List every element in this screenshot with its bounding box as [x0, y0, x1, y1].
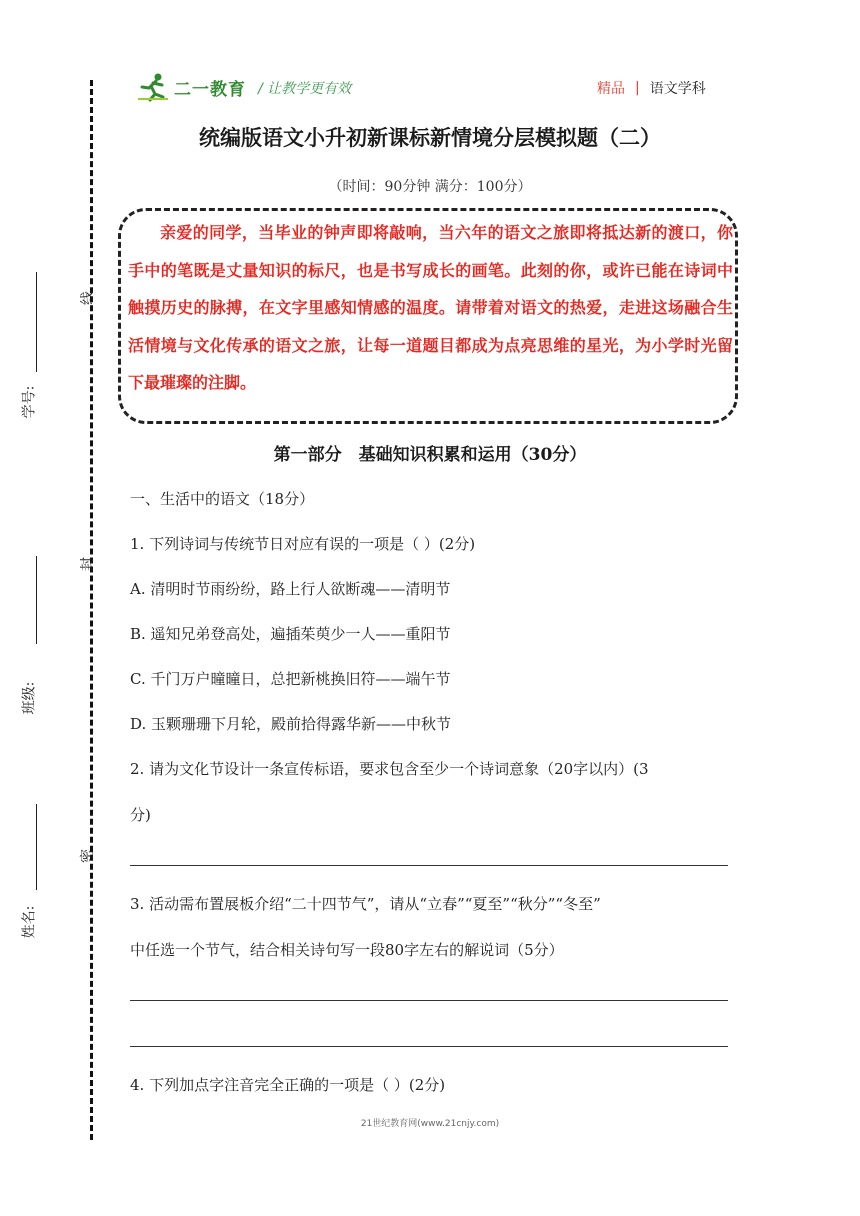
answer-line [130, 1046, 728, 1047]
student-id-line [36, 272, 37, 372]
part-title: 第一部分 基础知识积累和运用（30分） [273, 445, 587, 465]
question-3-line1: 3. 活动需布置展板介绍“二十四节气”，请从“立春”“夏至”“秋分”“冬至” [130, 895, 601, 913]
question-1-option-c: C. 千门万户曈曈日，总把新桃换旧符——端午节 [130, 670, 451, 688]
quality-badge: 精品 [597, 81, 625, 97]
question-1-option-b: B. 遥知兄弟登高处，遍插茱萸少一人——重阳节 [130, 625, 451, 643]
time-note: （时间：90分钟 满分：100分） [328, 179, 532, 195]
footer-source: 21世纪教育网(www.21cnjy.com) [360, 1119, 500, 1129]
name-label: 姓名: [21, 905, 38, 939]
class-label: 班级: [21, 681, 38, 715]
brand-slogan: / 让教学更有效 [258, 81, 352, 97]
bind-char-xian: 线 [80, 291, 96, 305]
question-1-option-a: A. 清明时节雨纷纷，路上行人欲断魂——清明节 [130, 580, 451, 598]
page-title: 统编版语文小升初新课标新情境分层模拟题（二） [199, 125, 661, 150]
brand-logo [136, 72, 246, 102]
name-line [36, 804, 37, 890]
class-line [36, 556, 37, 644]
question-1-stem: 1. 下列诗词与传统节日对应有误的一项是（ ）(2分) [130, 535, 476, 553]
answer-line [130, 865, 728, 866]
question-4-stem: 4. 下列加点字注音完全正确的一项是（ ）(2分) [130, 1076, 446, 1094]
answer-line [130, 1000, 728, 1001]
question-2-line1: 2. 请为文化节设计一条宣传标语，要求包含至少一个诗词意象（20字以内）(3 [130, 760, 649, 778]
bind-char-mi: 密 [80, 849, 96, 863]
intro-paragraph: 亲爱的同学，当毕业的钟声即将敲响，当六年的语文之旅即将抵达新的渡口，你手中的笔既是丈量知识的标尺，也是书写成长的画笔。此刻的你，或许已能在诗词中触摸历史的脉搏，在文字里感知情感的温度。请带着对语文的热爱，走进这场融合生活情境与文化传承的语文之旅，让每一道题目都成为点亮思维的星光，为小学时光留下最璀璨的注脚。 [128, 223, 733, 392]
bind-char-feng: 封 [80, 557, 96, 571]
question-1-option-d: D. 玉颗珊珊下月轮，殿前拾得露华新——中秋节 [130, 715, 452, 733]
section-heading: 一、生活中的语文（18分） [130, 490, 315, 508]
header-separator: | [635, 80, 640, 96]
subject-label: 语文学科 [649, 81, 706, 97]
runner-logo-icon [136, 72, 170, 102]
binding-dashed-line [90, 80, 93, 1140]
header-right [597, 78, 706, 98]
brand-name: 二一教育 [174, 79, 246, 100]
question-2-line2: 分) [130, 806, 151, 824]
student-id-label: 学号: [21, 385, 38, 419]
question-3-line2: 中任选一个节气，结合相关诗句写一段80字左右的解说词（5分） [130, 941, 564, 959]
